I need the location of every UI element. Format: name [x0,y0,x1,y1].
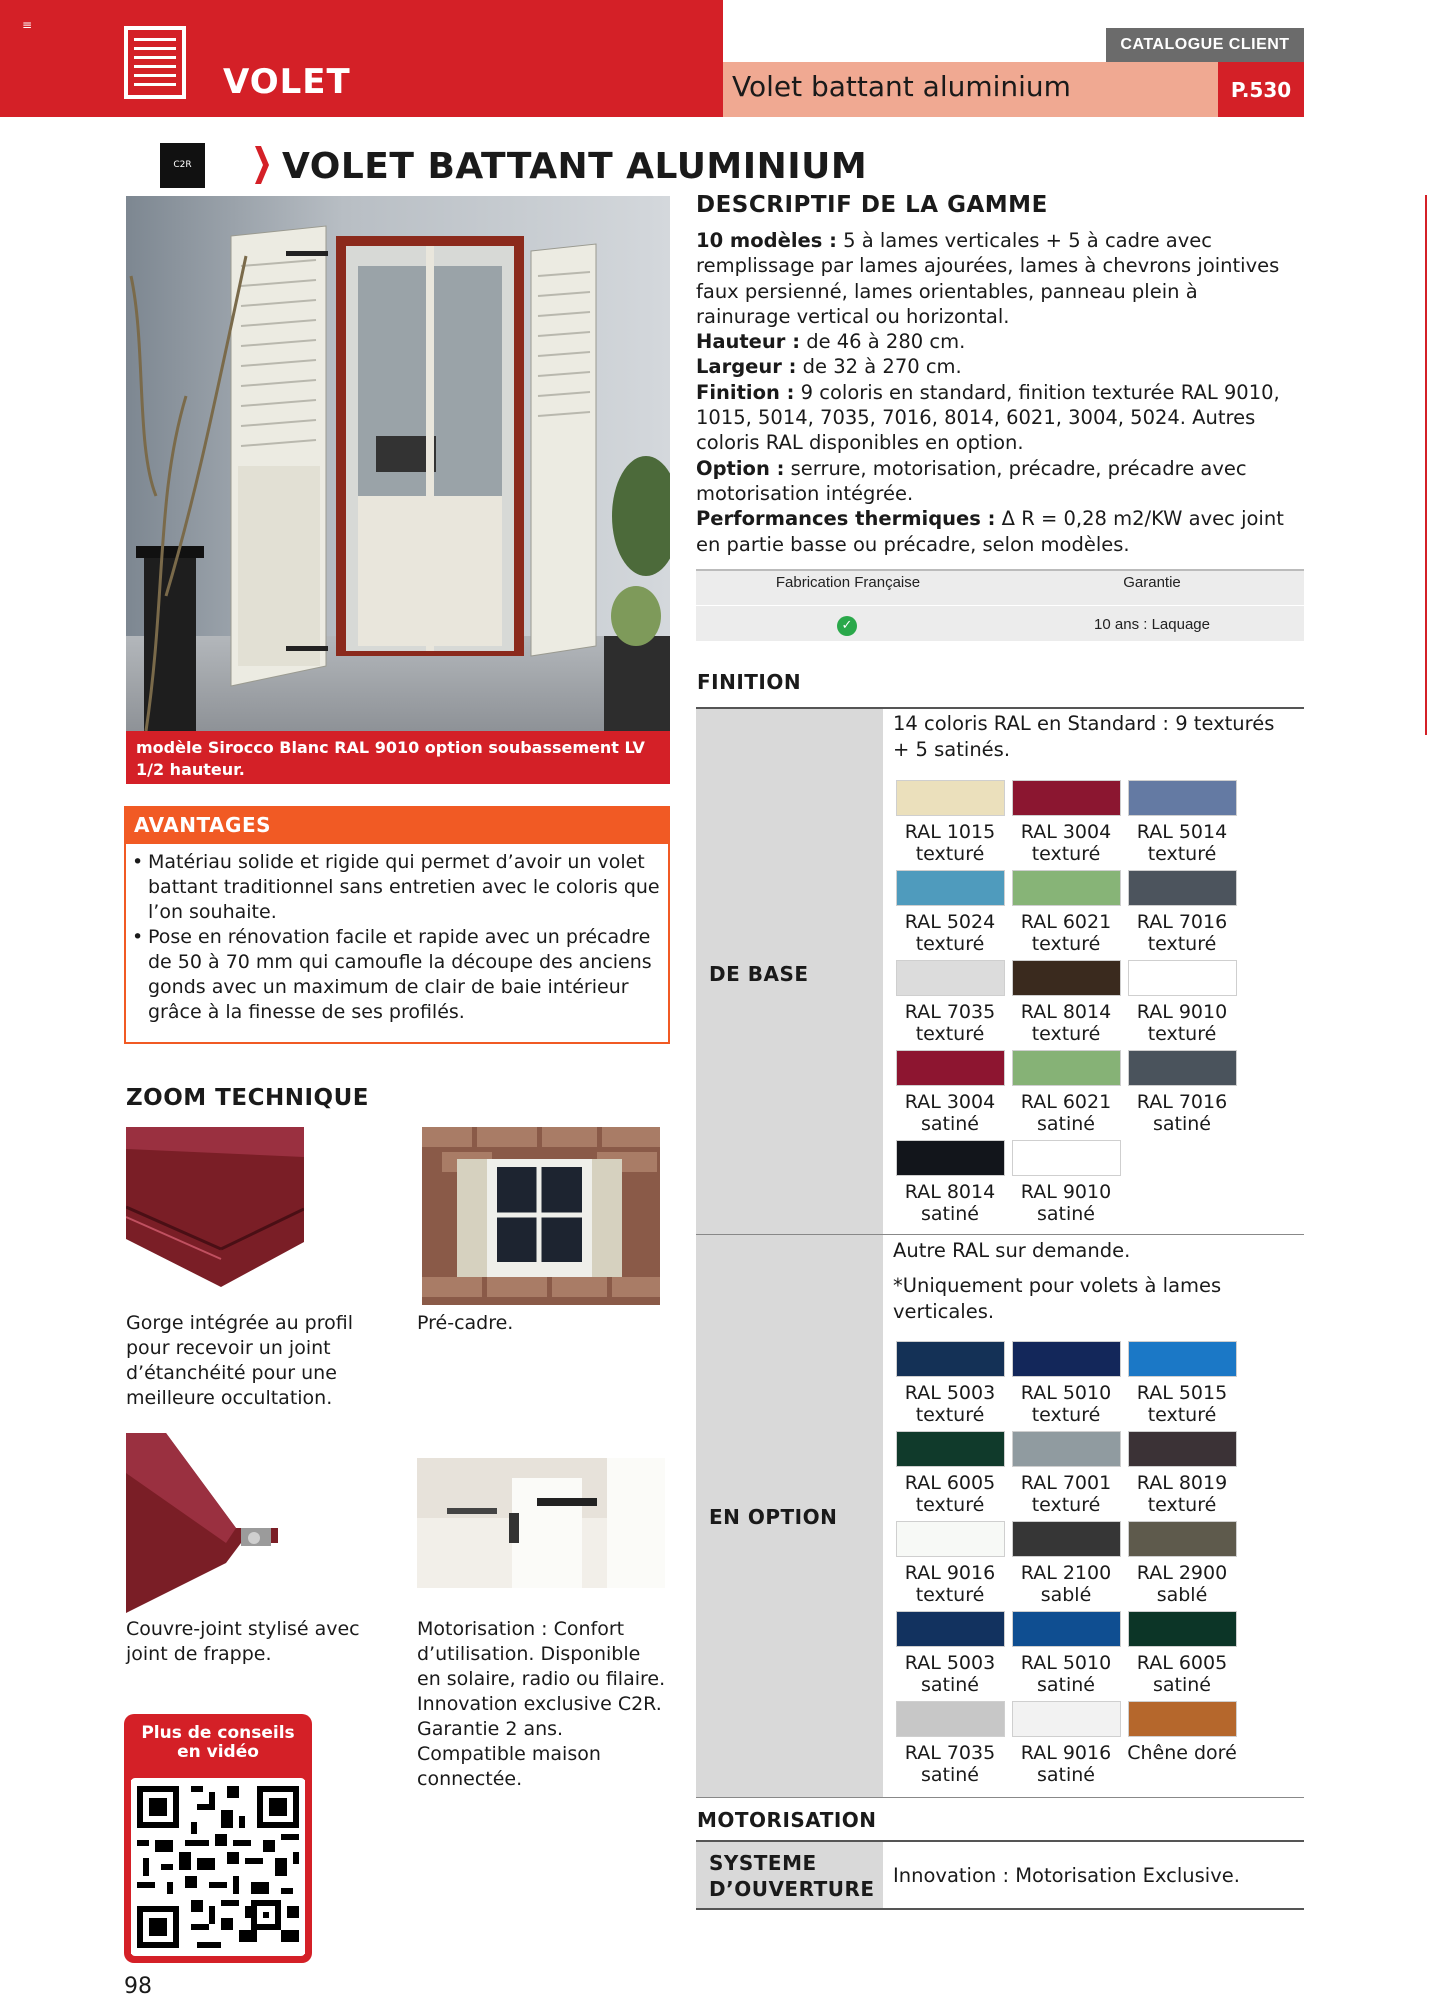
color-swatch [1012,1140,1121,1176]
color-swatch-label [892,1181,1008,1225]
swatch-name: RAL 5003 [904,1652,996,1674]
color-swatch [1128,1611,1237,1647]
color-swatch-label [892,1001,1008,1045]
color-swatch-label [892,911,1008,955]
color-swatch-label [1008,1562,1124,1606]
description-heading: DESCRIPTIF DE LA GAMME [696,192,1048,218]
swatch-finish: satiné [920,1203,979,1225]
swatch-name: RAL 7035 [904,1742,996,1764]
desc-finition: Finition : 9 coloris en standard, finition texturée RAL 9010, 1015, 5014, 7035, 7016, 8014, 6021, 3004, 5024. Autres coloris RAL disponibles en option. [696,380,1280,455]
swatch-finish: satiné [920,1764,979,1786]
color-swatch [1128,1431,1237,1467]
de-base-label: DE BASE [709,962,809,986]
description-body [696,228,1296,557]
page-number: 98 [124,1974,152,1999]
color-swatch [896,870,1005,906]
header-banner [0,0,723,117]
swatch-name: RAL 5015 [1136,1382,1228,1404]
color-swatch [896,1611,1005,1647]
swatch-name: RAL 5014 [1136,821,1228,843]
color-swatch-label [1008,1181,1124,1225]
swatch-finish: texturé [915,843,985,865]
swatch-name: RAL 5010 [1020,1382,1112,1404]
color-swatch [1012,780,1121,816]
swatch-name: RAL 5010 [1020,1652,1112,1674]
color-swatch-label [1124,1742,1240,1764]
zoom-heading: ZOOM TECHNIQUE [126,1085,369,1111]
avantages-box [124,844,670,1044]
swatch-name: RAL 3004 [1020,821,1112,843]
desc-option: Option : serrure, motorisation, précadre, précadre avec motorisation intégrée. [696,456,1247,505]
swatch-finish: texturé [915,933,985,955]
swatch-name: RAL 9010 [1020,1181,1112,1203]
systeme-ouverture-value: Innovation : Motorisation Exclusive. [893,1864,1240,1887]
precadre-image [422,1127,660,1305]
swatch-finish: satiné [1036,1764,1095,1786]
swatch-name: RAL 8014 [1020,1001,1112,1023]
profile-groove-image [126,1127,304,1289]
color-swatch-label [1124,1091,1240,1135]
swatch-name: RAL 6021 [1020,1091,1112,1113]
color-swatch [896,1341,1005,1377]
zoom-caption: Pré-cadre. [417,1312,514,1334]
color-swatch [896,1140,1005,1176]
page-reference: P.530 [1218,62,1304,117]
page-subtitle: Volet battant aluminium [732,70,1071,103]
color-swatch [1128,870,1237,906]
swatch-finish: satiné [1036,1674,1095,1696]
zoom-caption: Gorge intégrée au profil pour recevoir un joint d’étanchéité pour une meilleure occultation. [126,1312,353,1409]
color-swatch [1012,1050,1121,1086]
color-swatch-label [892,1742,1008,1786]
en-option-note: *Uniquement pour volets à lames verticales. [893,1274,1222,1323]
color-swatch [1128,780,1237,816]
swatch-name: RAL 7001 [1020,1472,1112,1494]
avantages-heading: AVANTAGES [124,806,670,844]
avantage-item: • Pose en rénovation facile et rapide avec un précadre de 50 à 70 mm qui camoufle la découpe des anciens gonds avec un maximum de clair de baie intérieur grâce à la finesse de ses profilés. [148,925,662,1025]
swatch-name: RAL 1015 [904,821,996,843]
color-swatch [896,780,1005,816]
swatch-name: RAL 9016 [904,1562,996,1584]
desc-hauteur: Hauteur : de 46 à 280 cm. [696,330,966,354]
swatch-finish: sablé [1040,1584,1092,1606]
color-swatch-label [1008,1001,1124,1045]
swatch-finish: texturé [1031,1023,1101,1045]
color-swatch-label [892,1652,1008,1696]
color-swatch-label [1124,911,1240,955]
label-line: D’OUVERTURE [709,1877,875,1901]
swatch-finish: satiné [920,1674,979,1696]
zoom-caption: Motorisation : Confort d’utilisation. Disponible en solaire, radio ou filaire. Innovation exclusive C2R. Garantie 2 ans. Compatible maison connectée. [417,1618,666,1790]
product-photo [126,196,670,731]
color-swatch [896,1431,1005,1467]
qr-label [124,1724,312,1762]
color-swatch-label [1124,1472,1240,1516]
color-swatch-label [1008,821,1124,865]
color-swatch [1128,960,1237,996]
swatch-finish: satiné [1152,1674,1211,1696]
color-swatch-label [892,1562,1008,1606]
swatch-name: RAL 9016 [1020,1742,1112,1764]
color-swatch-label [1008,1742,1124,1786]
color-swatch-label [1008,1091,1124,1135]
color-swatch [1012,1611,1121,1647]
chevron-right-icon [255,146,269,184]
swatch-finish: satiné [1036,1113,1095,1135]
swatch-name: RAL 7016 [1136,1091,1228,1113]
swatch-name: RAL 5024 [904,911,996,933]
color-swatch [1128,1521,1237,1557]
color-swatch-label [1124,1001,1240,1045]
swatch-name: RAL 7016 [1136,911,1228,933]
swatch-finish: texturé [1147,1023,1217,1045]
swatch-name: RAL 6021 [1020,911,1112,933]
swatch-name: RAL 3004 [904,1091,996,1113]
color-swatch-label [1124,1382,1240,1426]
swatch-finish: texturé [1147,843,1217,865]
swatch-name: RAL 8019 [1136,1472,1228,1494]
swatch-name: RAL 7035 [904,1001,996,1023]
color-swatch-label [1124,1562,1240,1606]
color-swatch [1128,1701,1237,1737]
motorisation-image [417,1458,665,1588]
swatch-finish: satiné [920,1113,979,1135]
color-swatch-label [892,821,1008,865]
color-swatch [896,1701,1005,1737]
color-swatch [896,1050,1005,1086]
color-swatch [1128,1341,1237,1377]
color-swatch [1012,870,1121,906]
page-title: VOLET BATTANT ALUMINIUM [282,146,868,187]
shutter-icon [124,26,186,99]
edge-marker [1425,195,1427,735]
menu-icon[interactable]: ≡ [22,18,33,32]
color-swatch-label [1124,821,1240,865]
swatch-finish: texturé [1031,1494,1101,1516]
finition-heading: FINITION [697,670,802,694]
color-swatch-label [892,1472,1008,1516]
swatch-name: RAL 6005 [904,1472,996,1494]
qr-label-line: en vidéo [177,1742,259,1762]
color-swatch [896,960,1005,996]
swatch-finish: texturé [1031,843,1101,865]
de-base-note: 14 coloris RAL en Standard : 9 texturés + 5 satinés. [893,712,1275,761]
guarantee-header-fabrication: Fabrication Française [775,574,921,591]
color-swatch [896,1521,1005,1557]
en-option-note: Autre RAL sur demande. [893,1239,1131,1262]
motorisation-heading: MOTORISATION [697,1808,877,1832]
color-swatch-label [1008,911,1124,955]
swatch-name: Chêne doré [1127,1742,1237,1764]
color-swatch [1012,1341,1121,1377]
swatch-name: RAL 6005 [1136,1652,1228,1674]
desc-performances: Performances thermiques : Δ R = 0,28 m2/KW avec joint en partie basse ou précadre, selon modèles. [696,507,1284,556]
color-swatch-label [1008,1382,1124,1426]
color-swatch-label [1124,1652,1240,1696]
swatch-name: RAL 2100 [1020,1562,1112,1584]
check-icon: ✓ [837,616,857,636]
divider [696,1797,1304,1798]
guarantee-header-garantie: Garantie [1123,574,1181,591]
desc-modeles: 10 modèles : 5 à lames verticales + 5 à cadre avec remplissage par lames ajourées, lames à chevrons jointives faux persienné, lames orientables, panneau plein à rainurage vertical ou horizontal. [696,229,1280,328]
color-swatch [1128,1050,1237,1086]
qr-label-line: Plus de conseils [141,1723,295,1743]
avantage-item: • Matériau solide et rigide qui permet d’avoir un volet battant traditionnel sans entretien avec le coloris que l’on souhaite. [148,850,662,925]
swatch-finish: texturé [1147,1494,1217,1516]
label-line: SYSTEME [709,1851,817,1875]
swatch-name: RAL 9010 [1136,1001,1228,1023]
color-swatch [1012,1521,1121,1557]
catalogue-badge: CATALOGUE CLIENT [1106,28,1304,62]
swatch-finish: texturé [1147,1404,1217,1426]
guarantee-value: 10 ans : Laquage [1094,616,1210,633]
swatch-finish: satiné [1036,1203,1095,1225]
systeme-ouverture-label [709,1850,875,1902]
color-swatch-label [892,1382,1008,1426]
swatch-finish: texturé [915,1023,985,1045]
swatch-name: RAL 8014 [904,1181,996,1203]
color-swatch-label [1008,1652,1124,1696]
color-swatch [1012,1431,1121,1467]
section-title: VOLET [223,62,351,102]
color-swatch-label [1008,1472,1124,1516]
photo-caption: modèle Sirocco Blanc RAL 9010 option soubassement LV 1/2 hauteur. [126,731,670,784]
zoom-caption: Couvre-joint stylisé avec joint de frappe. [126,1618,360,1665]
divider [696,1908,1304,1910]
color-swatch [1012,1701,1121,1737]
color-swatch [1012,960,1121,996]
swatch-finish: texturé [915,1404,985,1426]
swatch-finish: satiné [1152,1113,1211,1135]
cover-joint-image [126,1433,278,1613]
swatch-name: RAL 2900 [1136,1562,1228,1584]
desc-largeur: Largeur : de 32 à 270 cm. [696,355,962,379]
swatch-finish: sablé [1156,1584,1208,1606]
qr-code[interactable] [131,1778,305,1956]
en-option-label: EN OPTION [709,1505,838,1529]
swatch-finish: texturé [915,1494,985,1516]
swatch-finish: texturé [1147,933,1217,955]
swatch-name: RAL 5003 [904,1382,996,1404]
table-divider [696,605,1304,606]
swatch-finish: texturé [915,1584,985,1606]
swatch-finish: texturé [1031,933,1101,955]
color-swatch-label [892,1091,1008,1135]
brand-logo: C2R [160,143,205,188]
swatch-finish: texturé [1031,1404,1101,1426]
